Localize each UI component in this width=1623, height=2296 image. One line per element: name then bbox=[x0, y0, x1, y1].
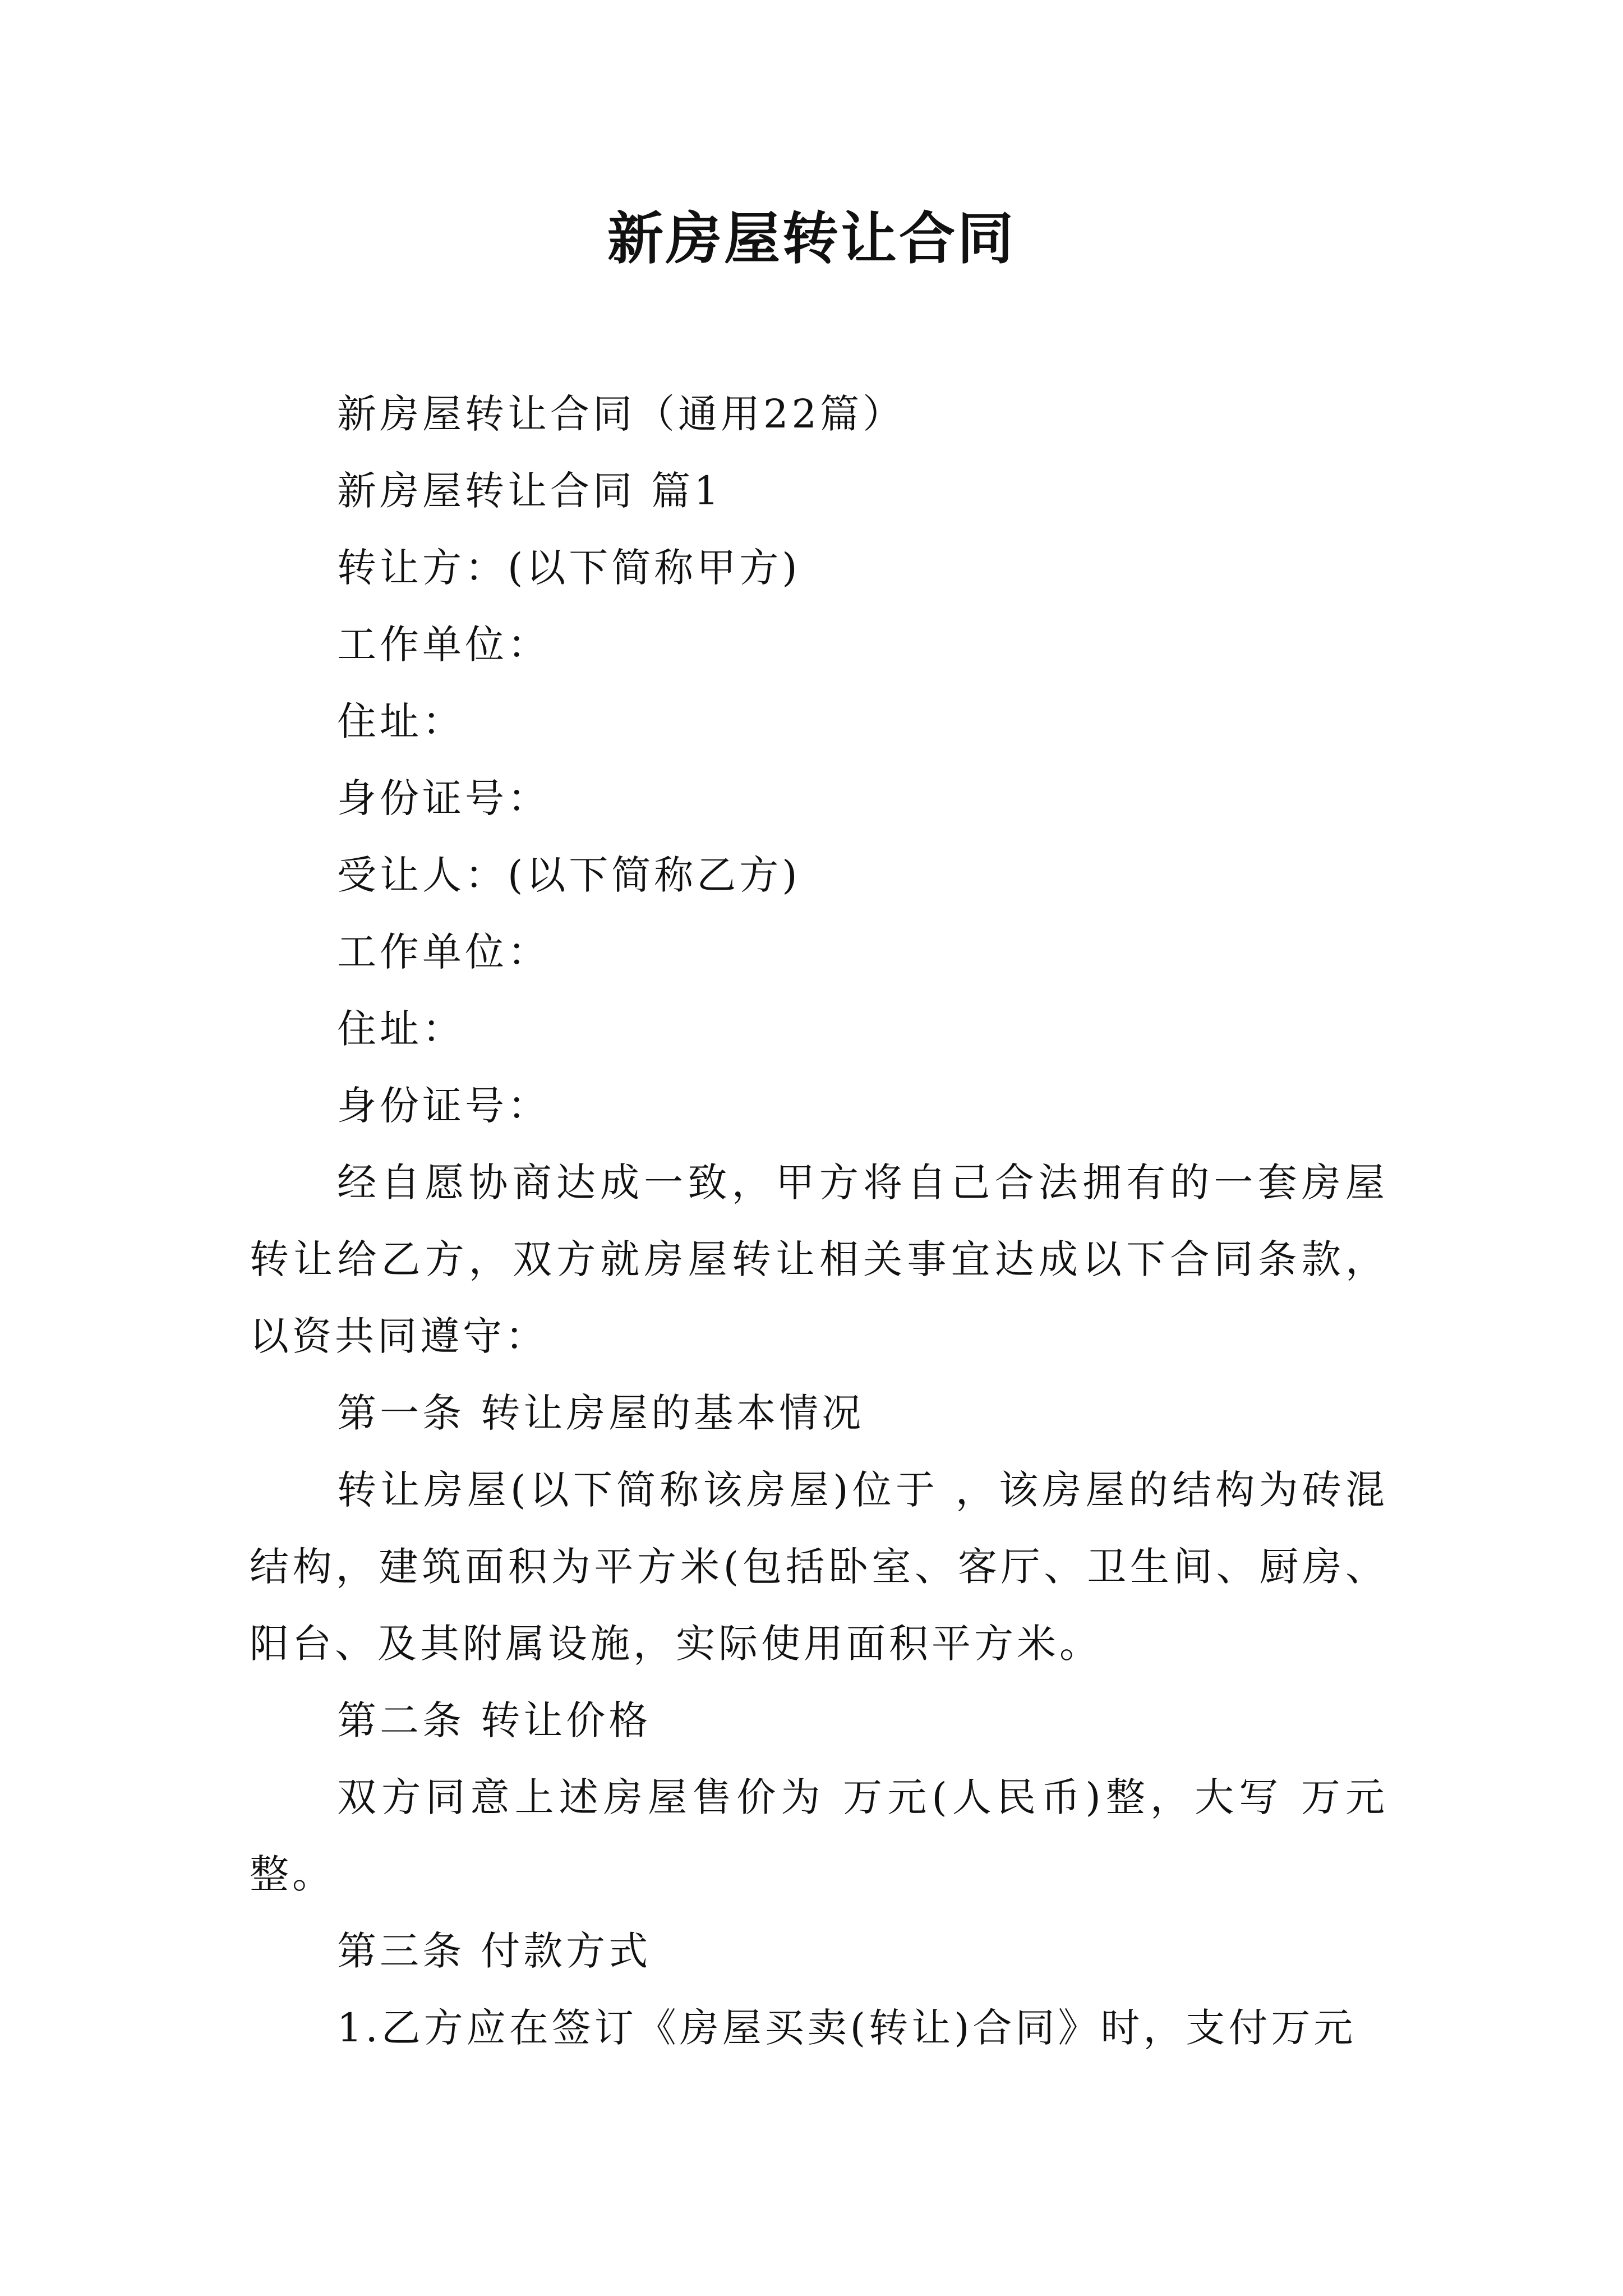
party-a-id-number: 身份证号： bbox=[337, 775, 550, 821]
party-b-label: 受让人：(以下简称乙方) bbox=[337, 852, 801, 898]
article-3-heading: 第三条 付款方式 bbox=[337, 1928, 652, 1974]
party-a-label: 转让方：(以下简称甲方) bbox=[337, 545, 801, 591]
party-b-address: 住址： bbox=[337, 1006, 465, 1052]
chapter-heading: 新房屋转让合同 篇1 bbox=[337, 468, 722, 514]
article-2-heading: 第二条 转让价格 bbox=[337, 1697, 652, 1743]
article-1-heading: 第一条 转让房屋的基本情况 bbox=[337, 1390, 865, 1436]
document-body bbox=[250, 376, 1388, 2067]
article-2-paragraph: 双方同意上述房屋售价为 万元(人民币)整，大写 万元整。 bbox=[250, 1774, 1388, 1897]
document-title: 新房屋转让合同 bbox=[607, 205, 1016, 272]
intro-paragraph: 经自愿协商达成一致，甲方将自己合法拥有的一套房屋转让给乙方，双方就房屋转让相关事宜达成以下合同条款，以资共同遵守： bbox=[250, 1159, 1388, 1359]
article-3-item-1: 1.乙方应在签订《房屋买卖(转让)合同》时，支付万元 bbox=[337, 2005, 1357, 2051]
party-b-work-unit: 工作单位： bbox=[337, 929, 550, 975]
article-1-paragraph: 转让房屋(以下简称该房屋)位于 ，该房屋的结构为砖混结构，建筑面积为平方米(包括卧室、客厅、卫生间、厨房、阳台、及其附属设施，实际使用面积平方米。 bbox=[250, 1467, 1388, 1667]
party-a-address: 住址： bbox=[337, 698, 465, 744]
document-subtitle: 新房屋转让合同（通用22篇） bbox=[337, 391, 906, 437]
party-b-id-number: 身份证号： bbox=[337, 1083, 550, 1129]
party-a-work-unit: 工作单位： bbox=[337, 622, 550, 668]
